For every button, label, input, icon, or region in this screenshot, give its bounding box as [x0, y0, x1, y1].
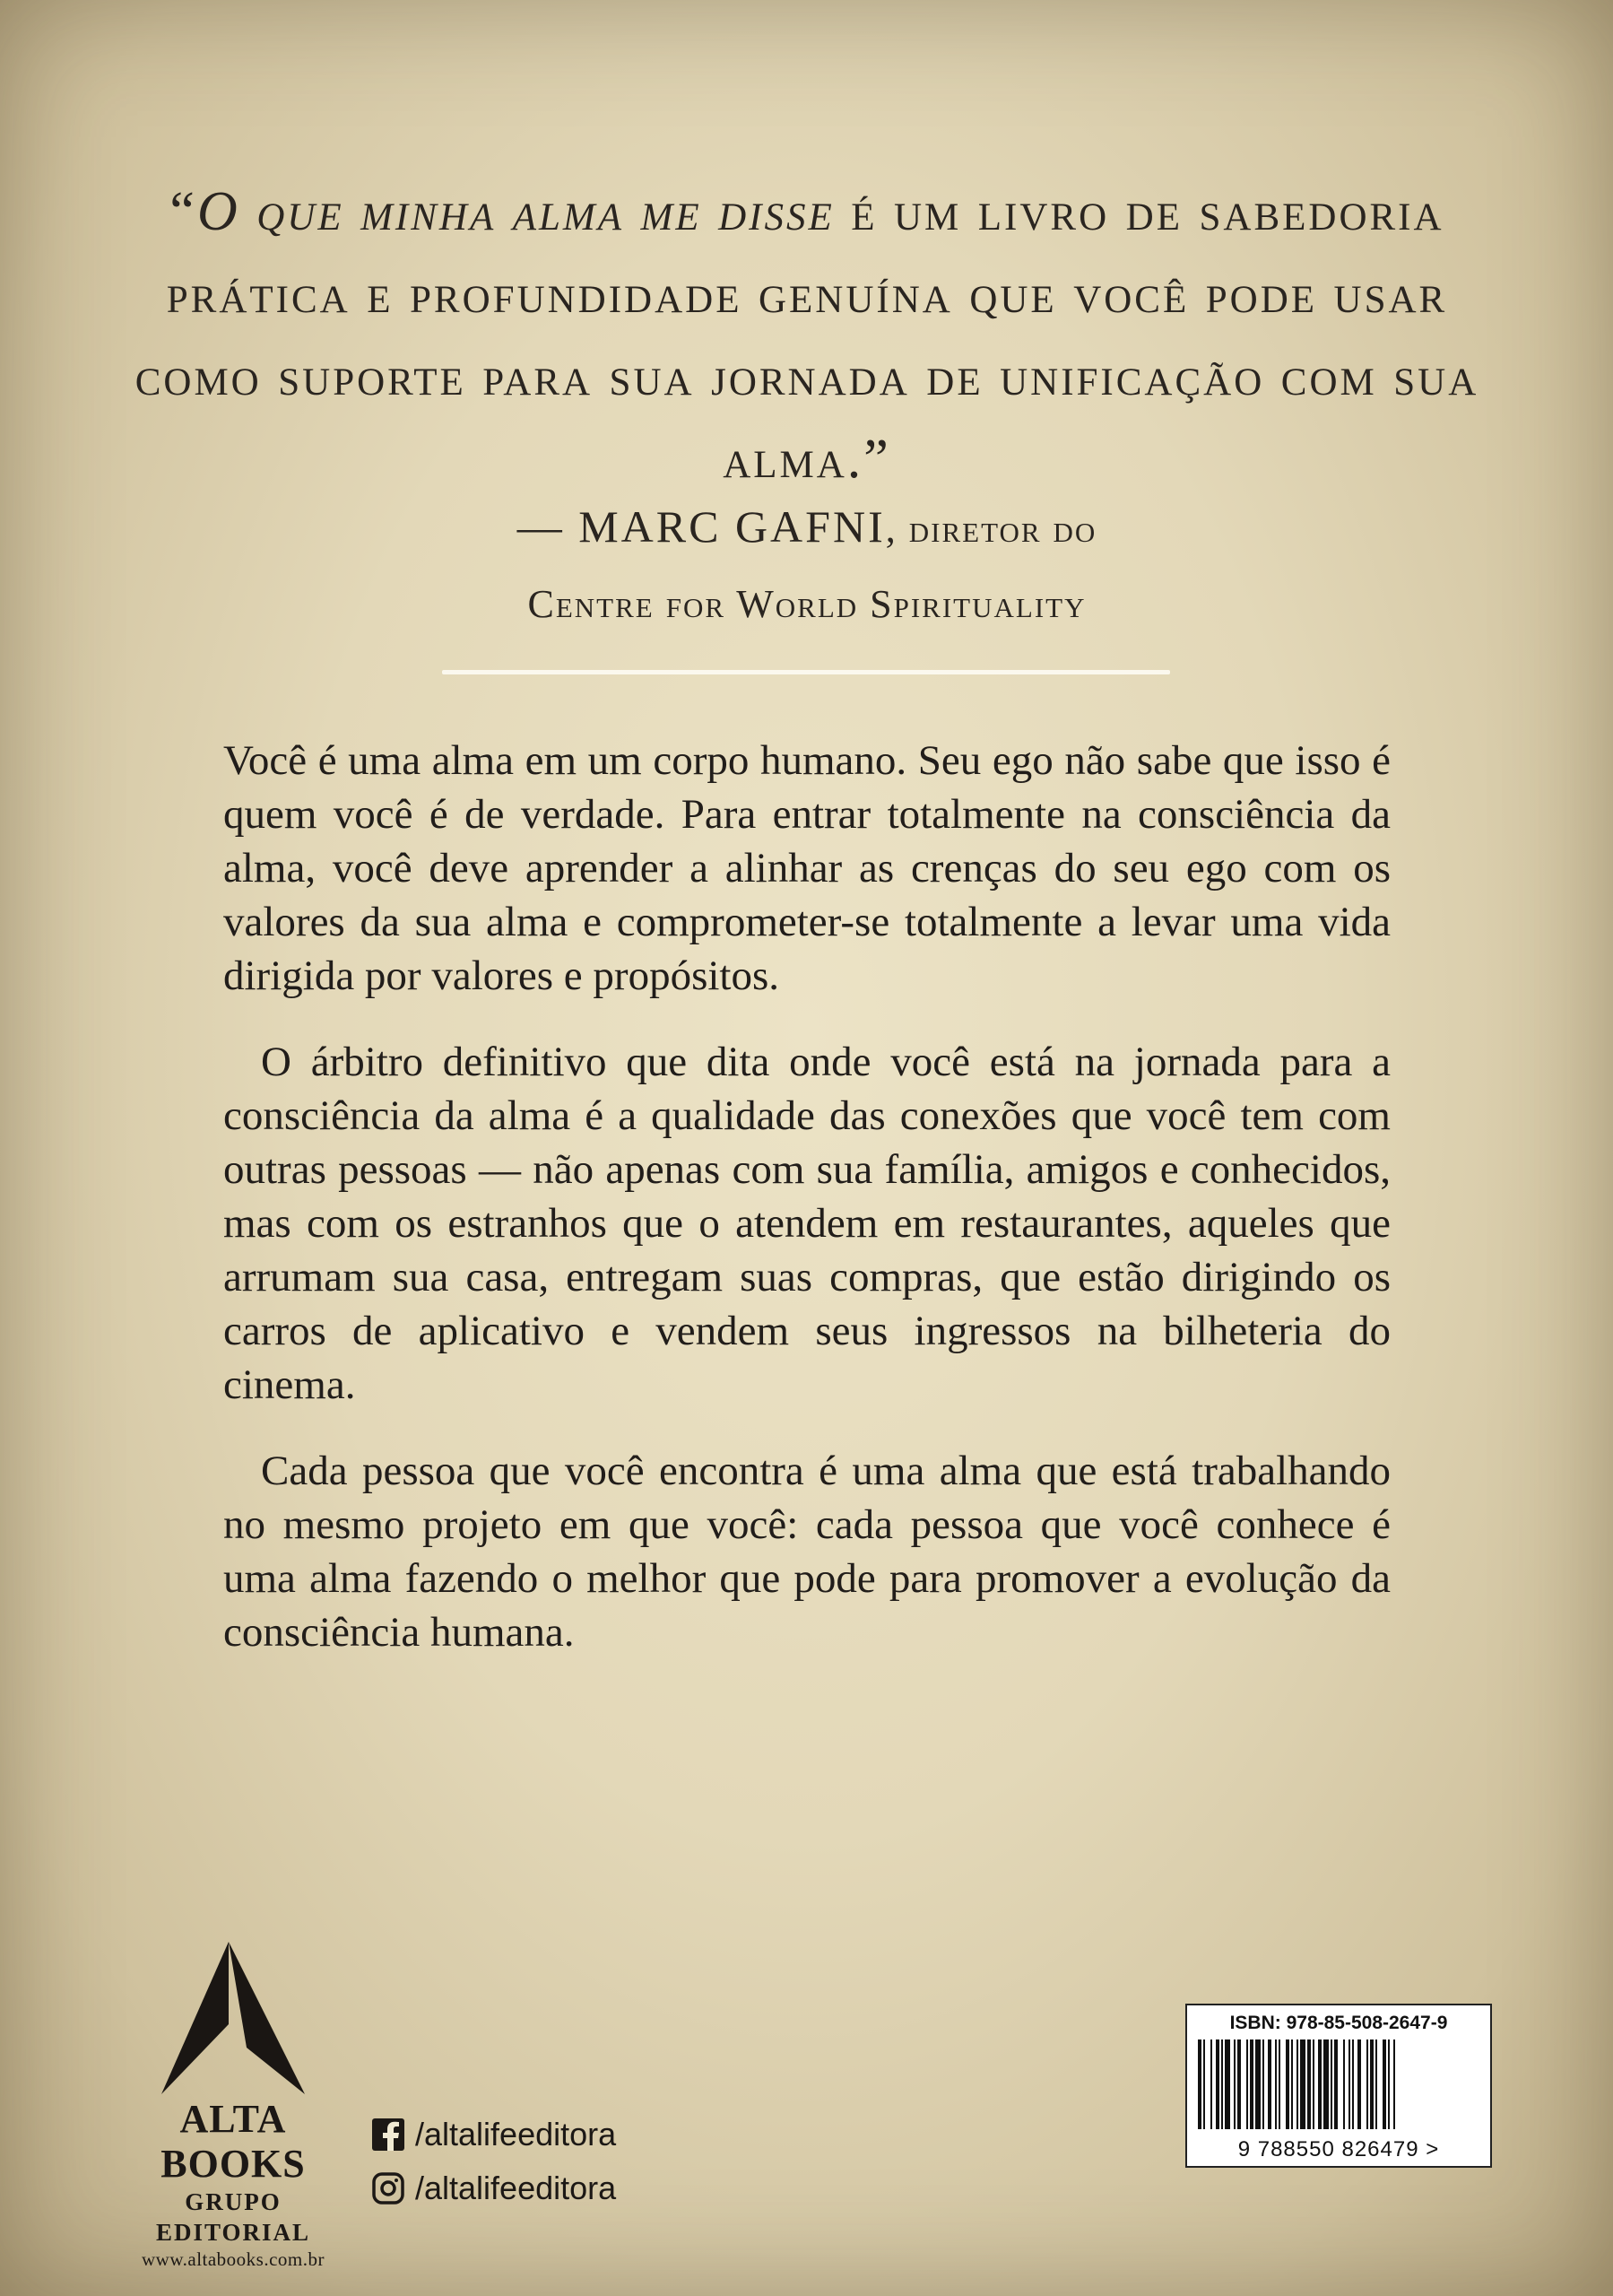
barcode-bar [1313, 2039, 1314, 2129]
barcode-bar [1334, 2039, 1338, 2129]
facebook-link[interactable] [372, 2108, 616, 2161]
barcode-bar [1286, 2039, 1289, 2129]
publisher-name: ALTA BOOKS [160, 2097, 306, 2186]
barcode-bar [1268, 2039, 1271, 2129]
facebook-icon [372, 2118, 404, 2151]
barcode-bar [1275, 2039, 1277, 2129]
barcode-bar [1343, 2039, 1345, 2129]
barcode-bar [1370, 2039, 1374, 2129]
isbn-barcode [1185, 2004, 1492, 2168]
barcode-bar [1388, 2039, 1390, 2129]
barcode-bar [1246, 2039, 1248, 2129]
barcode-bar [1203, 2039, 1205, 2129]
divider-line [442, 670, 1170, 674]
quote-attribution [269, 489, 1345, 642]
publisher-brand [108, 2097, 359, 2271]
barcode-bar [1357, 2039, 1361, 2129]
barcode-bar [1262, 2039, 1264, 2129]
instagram-handle: /altalifeeditora [415, 2170, 617, 2206]
barcode-bar [1279, 2039, 1280, 2129]
barcode-bar [1323, 2039, 1329, 2129]
barcode-bar [1216, 2039, 1219, 2129]
barcode-bar [1307, 2039, 1311, 2129]
barcode-bar [1300, 2039, 1305, 2129]
barcode-bar [1291, 2039, 1293, 2129]
attribution-organization: Centre for World Spirituality [527, 582, 1087, 626]
blurb-paragraph-2: O árbitro definitivo que dita onde você está na jornada para a consciência da alma é a qualidade das conexões que você tem com outras pessoas — não apenas com sua família, amigos e conhecidos, mas com os estranhos que o atendem em restaurantes, aqueles que arrumam sua casa, entregam suas compras, que estão dirigindo os carros de aplicativo e vendem seus ingressos na bilheteria do cinema. [223, 1039, 1391, 1408]
facebook-handle: /altalifeeditora [415, 2116, 617, 2152]
instagram-icon [372, 2172, 404, 2205]
barcode-bar [1349, 2039, 1350, 2129]
barcode-bar [1237, 2039, 1241, 2129]
barcode-bar [1331, 2039, 1332, 2129]
attribution-name: — MARC GAFNI [516, 501, 886, 552]
social-links [372, 2108, 616, 2215]
barcode-bar [1366, 2039, 1368, 2129]
barcode-bar [1198, 2039, 1201, 2129]
attribution-role: , diretor do [885, 507, 1097, 551]
barcode-bar [1383, 2039, 1386, 2129]
blurb-text [223, 734, 1391, 1692]
barcode-bar [1393, 2039, 1395, 2129]
publisher-website: www.altabooks.com.br [141, 2248, 325, 2270]
barcode-bar [1318, 2039, 1322, 2129]
blurb-paragraph-1: Você é uma alma em um corpo humano. Seu ego não sabe que isso é quem você é de verdade. Para entrar totalmente na consciência da alma, você deve aprender a alinhar as crenças do seu ego com os valores da sua alma e comprometer-se totalmente a levar uma vida dirigida por valores e propósitos. [223, 737, 1391, 999]
endorsement-quote [134, 170, 1479, 500]
instagram-link[interactable] [372, 2161, 616, 2215]
quote-text: é um livro de sabedoria prática e profundidade genuína que você pode usar como suporte para sua jornada de unificação com sua alma.” [134, 181, 1479, 490]
barcode-bar [1221, 2039, 1223, 2129]
alta-books-logo-icon [108, 1942, 359, 2094]
barcode-bar [1225, 2039, 1230, 2129]
barcode-bars [1194, 2039, 1487, 2129]
barcode-bar [1375, 2039, 1377, 2129]
barcode-bar [1234, 2039, 1236, 2129]
isbn-label: ISBN: 978-85-508-2647-9 [1229, 2013, 1448, 2033]
publisher-group: GRUPO EDITORIAL [155, 2188, 311, 2246]
barcode-digits: 9 788550 826479 > [1237, 2137, 1440, 2161]
blurb-paragraph-3: Cada pessoa que você encontra é uma alma que está trabalhando no mesmo projeto em que você: cada pessoa que você conhece é uma alma fazendo o melhor que pode para promover a evolução da consciência humana. [223, 1448, 1391, 1656]
barcode-bar [1296, 2039, 1298, 2129]
barcode-bar [1210, 2039, 1212, 2129]
barcode-bar [1250, 2039, 1253, 2129]
barcode-bar [1352, 2039, 1354, 2129]
barcode-bar [1255, 2039, 1261, 2129]
quoted-book-title: O que minha alma me disse [196, 181, 835, 242]
quote-open-mark: “ [169, 181, 197, 242]
